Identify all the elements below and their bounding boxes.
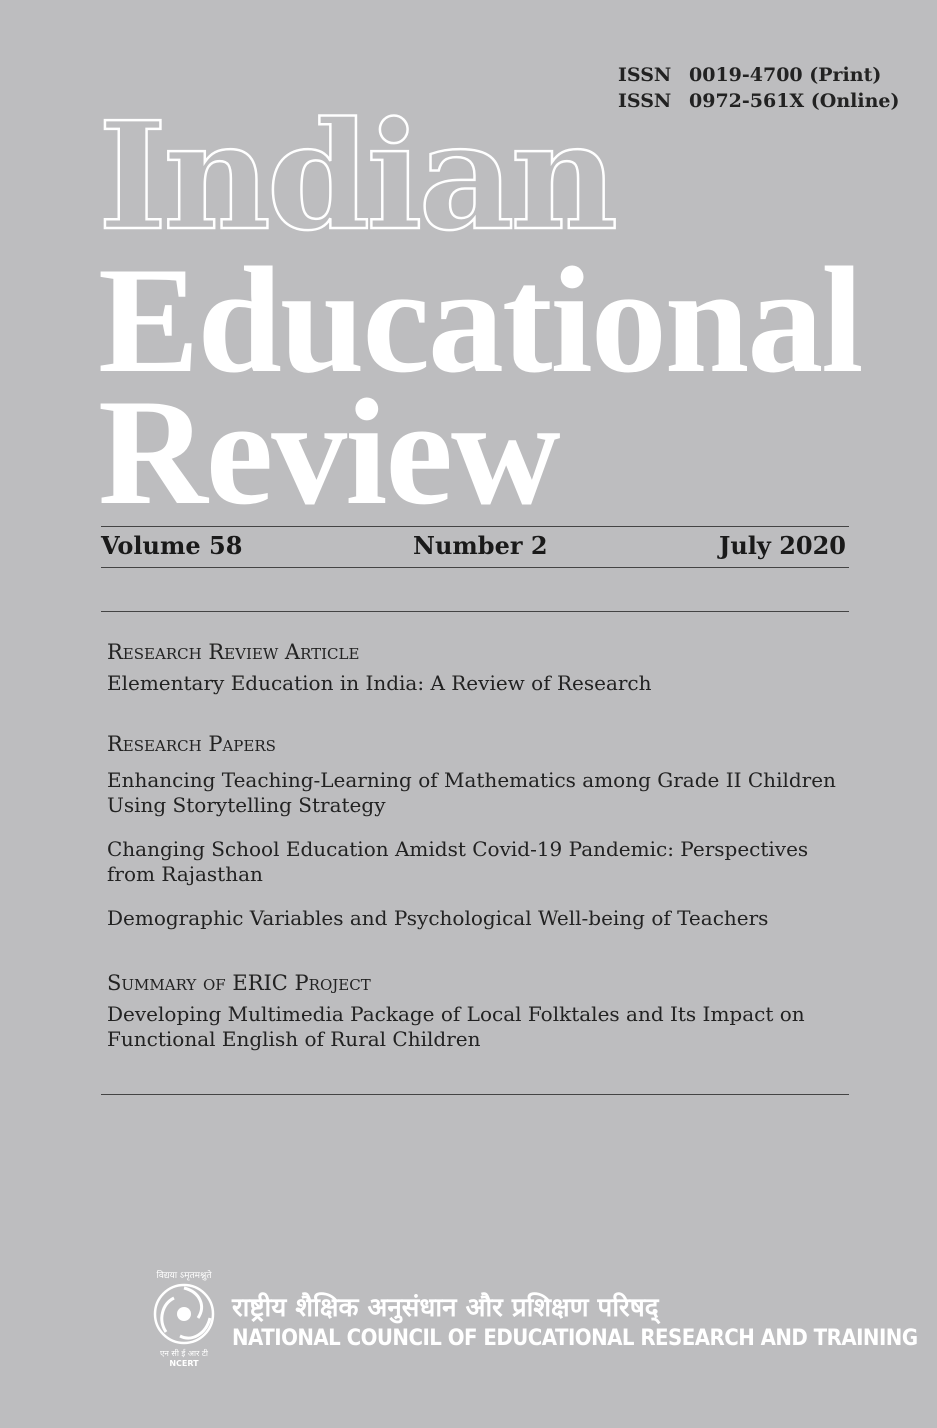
issn-value: 0019-4700 (Print) — [689, 64, 882, 86]
article-title: Developing Multimedia Package of Local Folktales and Its Impact on Functional English of Rural Children — [107, 1002, 805, 1051]
logo-motto: विद्यया ऽमृतमश्नुते — [156, 1271, 212, 1281]
issn-block — [618, 62, 899, 114]
publisher-name-hindi: राष्ट्रीय शैक्षिक अनुसंधान और प्रशिक्षण परिषद् — [232, 1293, 659, 1323]
issue-info — [101, 528, 846, 564]
logo-acronym: NCERT — [169, 1359, 199, 1368]
divider — [101, 1094, 849, 1095]
section-heading-research-papers: Research Papers — [107, 732, 276, 756]
issn-online — [618, 88, 899, 114]
journal-title-line1: Indian — [98, 89, 615, 263]
logo-acronym-hindi: एन सी ई आर टी — [160, 1349, 208, 1358]
ncert-logo-icon — [148, 1266, 220, 1370]
volume-label: Volume 58 — [101, 531, 243, 560]
section-heading-eric: Summary of ERIC Project — [107, 971, 371, 995]
article-title: Elementary Education in India: A Review of Research — [107, 671, 652, 695]
issn-label: ISSN — [618, 64, 672, 86]
divider — [101, 611, 849, 612]
journal-title-line2: Educational — [98, 236, 862, 404]
section-heading-research-review: Research Review Article — [107, 640, 360, 664]
issn-print — [618, 62, 899, 88]
issn-value: 0972-561X (Online) — [689, 90, 900, 112]
journal-title-line3: Review — [98, 368, 559, 536]
publisher-name-english: NATIONAL COUNCIL OF EDUCATIONAL RESEARCH AND TRAINING — [232, 1326, 918, 1351]
date-label: July 2020 — [718, 531, 846, 560]
table-of-contents — [107, 640, 847, 1052]
article-title: Enhancing Teaching-Learning of Mathematics among Grade II Children Using Storytelling Strategy — [107, 768, 836, 817]
article-title: Changing School Education Amidst Covid-19 Pandemic: Perspectives from Rajasthan — [107, 837, 809, 886]
issn-label: ISSN — [618, 90, 672, 112]
number-label: Number 2 — [413, 531, 548, 560]
divider — [101, 567, 849, 568]
divider — [101, 526, 849, 527]
article-title: Demographic Variables and Psychological Well-being of Teachers — [107, 906, 769, 930]
